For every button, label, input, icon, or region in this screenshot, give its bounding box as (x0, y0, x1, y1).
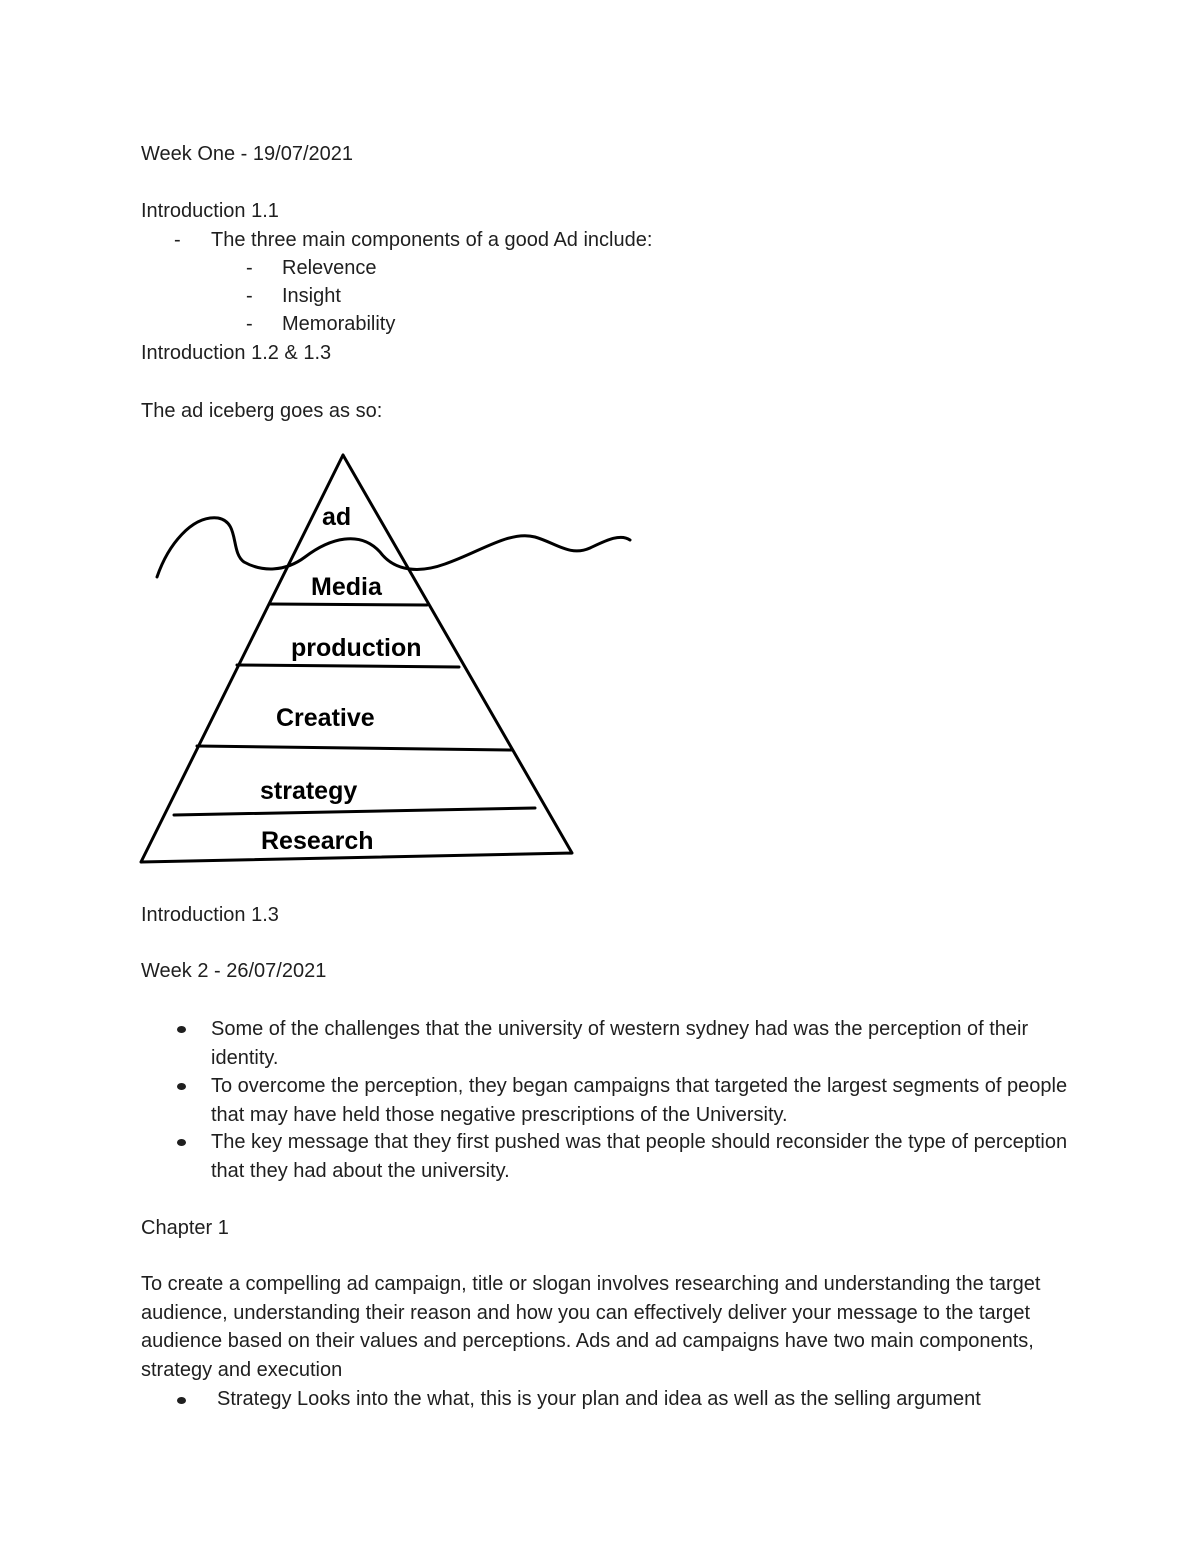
introduction-1-3-heading: Introduction 1.3 (141, 904, 279, 926)
water-line (157, 518, 630, 577)
layer-divider (270, 604, 427, 605)
layer-divider (197, 746, 512, 750)
component-item: Relevence (282, 257, 377, 279)
bullet-icon (177, 1397, 186, 1404)
iceberg-layer-ad: ad (322, 503, 352, 531)
layer-divider (237, 665, 459, 667)
chapter-1-paragraph: To create a compelling ad campaign, title or slogan involves researching and understanding the target audience, understanding their reason and how you can effectively deliver your message to the target audience based on their values and perceptions. Ads and ad campaigns have two main components, strategy and execution (141, 1273, 1041, 1381)
iceberg-layer-strategy: strategy (260, 777, 358, 805)
bullet-icon (177, 1083, 186, 1090)
bullet-icon (177, 1026, 186, 1033)
week-2-heading: Week 2 - 26/07/2021 (141, 960, 327, 982)
iceberg-layer-media: Media (311, 573, 382, 601)
introduction-1-2-heading: Introduction 1.2 & 1.3 (141, 342, 332, 364)
dash-marker: - (174, 229, 181, 251)
dash-marker: - (246, 285, 253, 307)
iceberg-layer-production: production (291, 634, 422, 662)
iceberg-intro: The ad iceberg goes as so: (141, 400, 383, 422)
week2-bullet-item: The key message that they first pushed was that people should reconsider the type of perception that they had about the university. (211, 1131, 1068, 1182)
chapter-1-heading: Chapter 1 (141, 1217, 229, 1239)
chapter-1-bullet-item: Strategy Looks into the what, this is your plan and idea as well as the selling argument (217, 1388, 981, 1410)
introduction-1-1-heading: Introduction 1.1 (141, 200, 279, 222)
week-one-heading: Week One - 19/07/2021 (141, 143, 353, 165)
layer-divider (174, 808, 535, 815)
component-item: Memorability (282, 313, 396, 335)
component-item: Insight (282, 285, 341, 307)
bullet-icon (177, 1139, 186, 1146)
week2-bullet-item: Some of the challenges that the university of western sydney had was the perception of their identity. (211, 1018, 1029, 1069)
dash-marker: - (246, 313, 253, 335)
iceberg-layer-creative: Creative (276, 704, 375, 732)
iceberg-layer-research: Research (261, 827, 374, 855)
dash-marker: - (246, 257, 253, 279)
components-intro: The three main components of a good Ad include: (211, 229, 653, 251)
week2-bullet-item: To overcome the perception, they began campaigns that targeted the largest segments of people that may have held those negative prescriptions of the University. (211, 1075, 1068, 1126)
